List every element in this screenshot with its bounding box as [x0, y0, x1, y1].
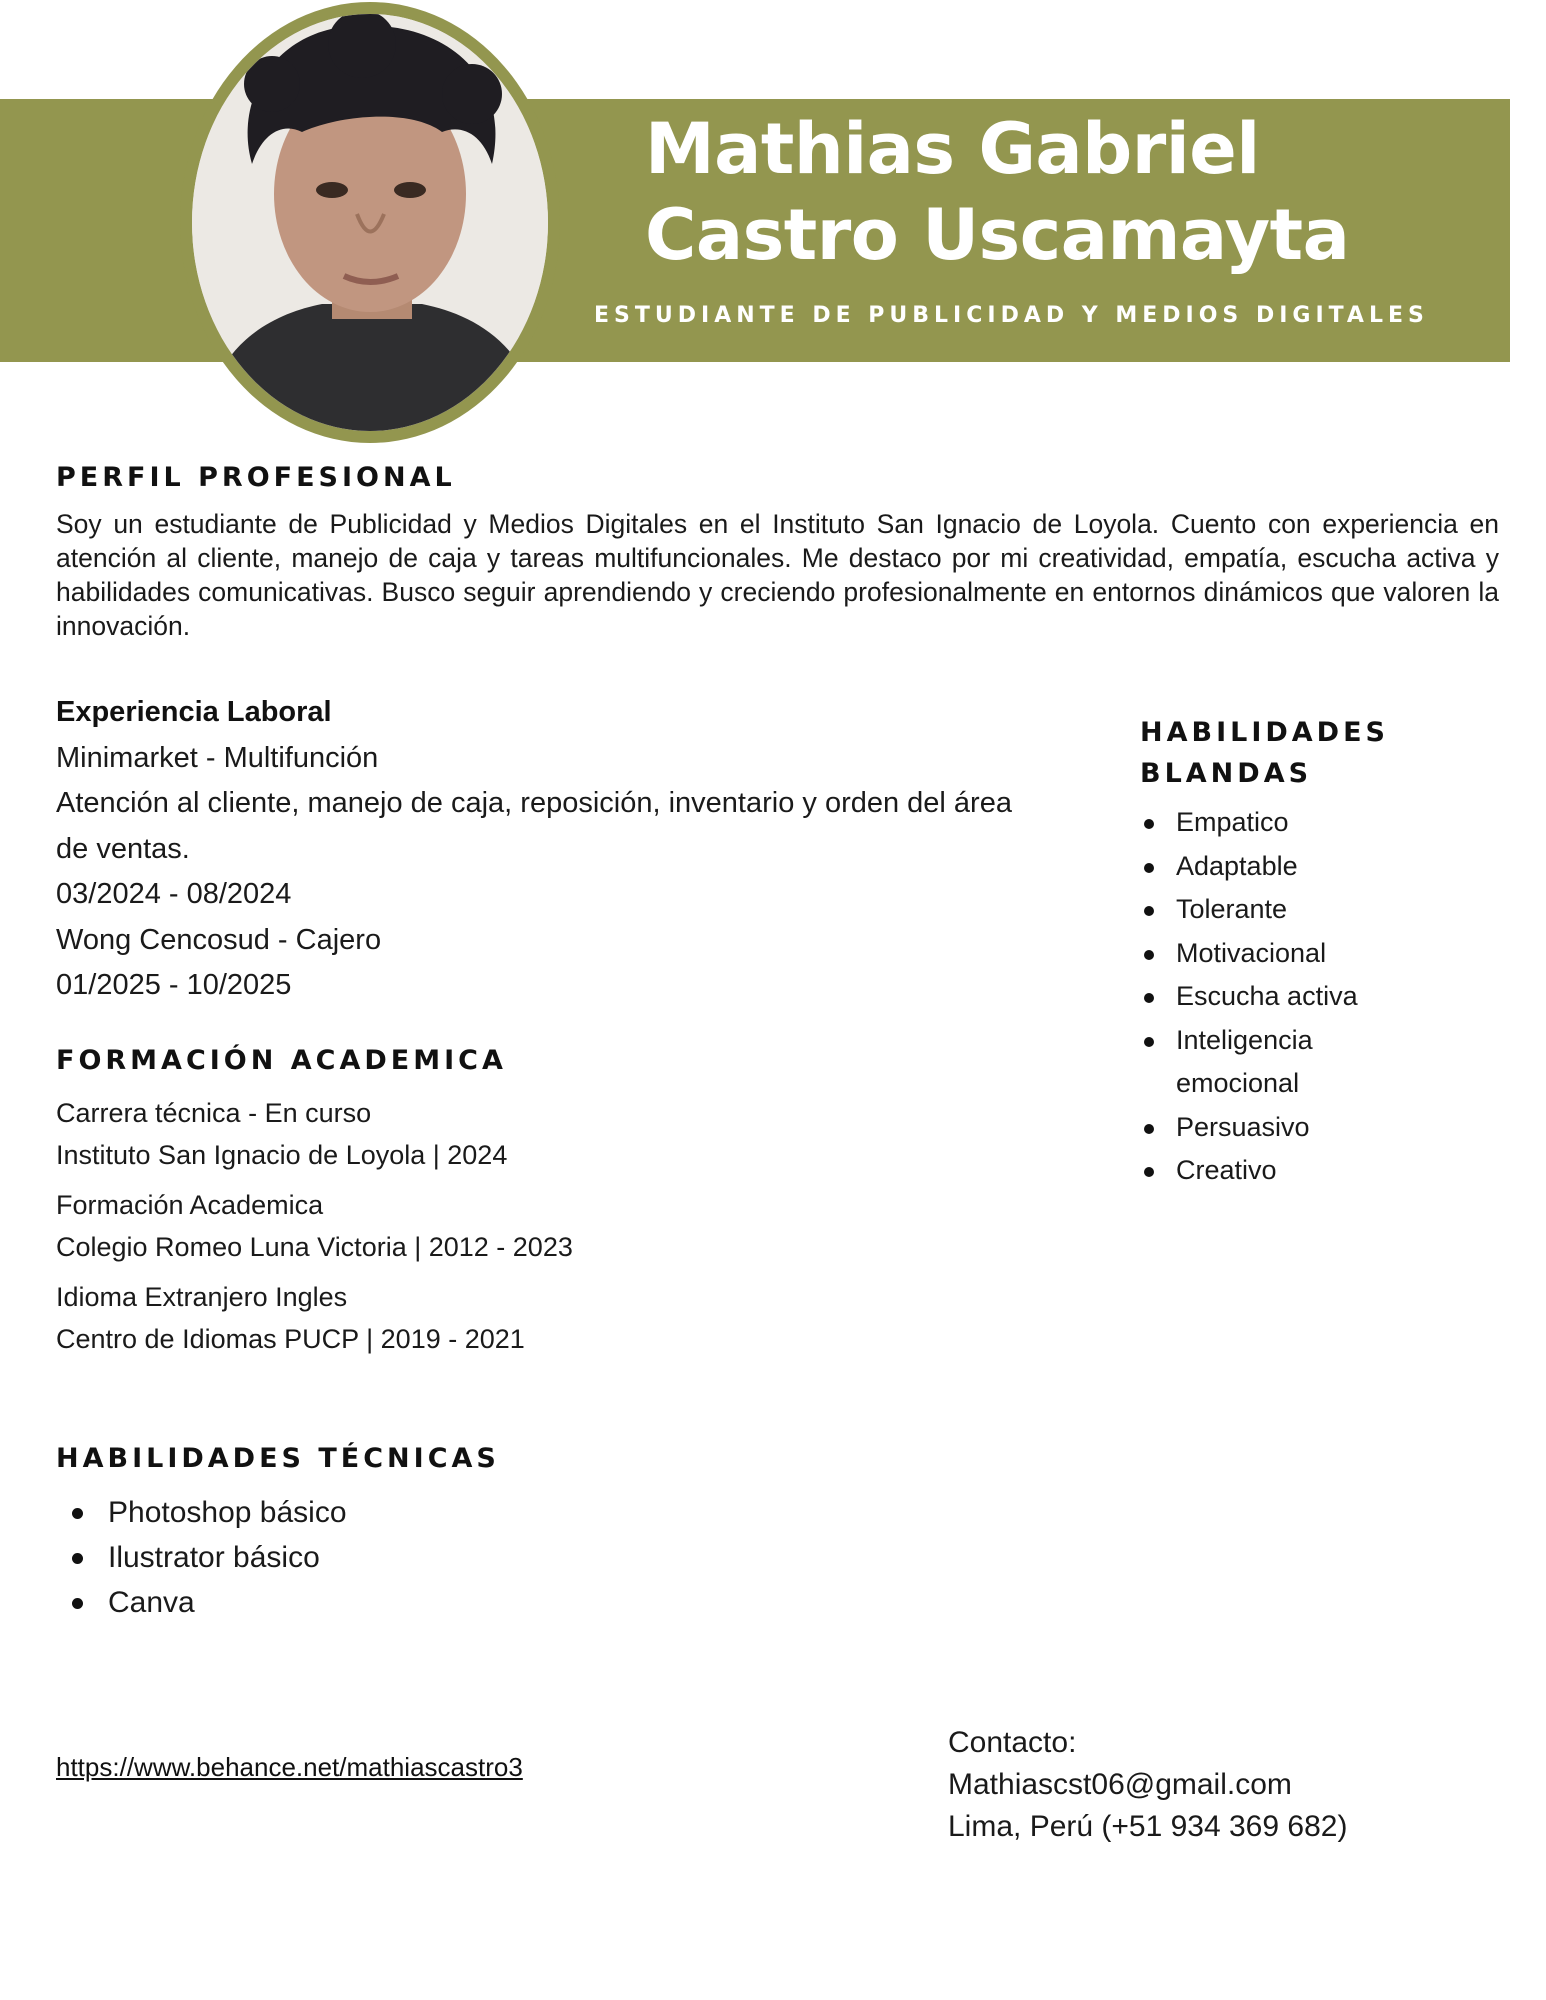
experience-section	[56, 690, 1016, 1009]
soft-skills-heading-line-1: HABILIDADES	[1140, 717, 1389, 748]
job-dates: 03/2024 - 08/2024	[56, 878, 292, 910]
education-section	[56, 1092, 956, 1368]
tech-skill-item: Photoshop básico	[56, 1490, 656, 1535]
profile-text: Soy un estudiante de Publicidad y Medios Digitales en el Instituto San Ignacio de Loyola. Cuento con experiencia en atención al cliente, manejo de caja y tareas multifuncionales. Me destaco por mi creatividad, empatía, escucha activa y habilidades comunicativas. Busco seguir aprendiendo y creciendo profesionalmente en entornos dinámicos que valoren la innovación.	[56, 509, 1499, 641]
soft-skills-heading	[1140, 712, 1389, 794]
education-place: Centro de Idiomas PUCP | 2019 - 2021	[56, 1324, 525, 1354]
portfolio-link[interactable]: https://www.behance.net/mathiascastro3	[56, 1752, 523, 1782]
job-description: Atención al cliente, manejo de caja, reposición, inventario y orden del área de ventas.	[56, 787, 1012, 865]
job-dates: 01/2025 - 10/2025	[56, 969, 292, 1001]
soft-skill-item: Empatico	[1140, 801, 1500, 845]
profile-photo-illustration	[192, 14, 548, 431]
soft-skill-item: Escucha activa	[1140, 975, 1500, 1019]
tech-skills-heading: HABILIDADES TÉCNICAS	[56, 1443, 500, 1474]
soft-skills-list	[1140, 801, 1500, 1193]
education-entry	[56, 1276, 956, 1360]
education-entry	[56, 1184, 956, 1268]
job-title: Minimarket - Multifunción	[56, 741, 379, 774]
profile-photo-frame	[180, 2, 560, 443]
name-line-1: Mathias Gabriel	[645, 108, 1260, 190]
soft-skill-item: Motivacional	[1140, 932, 1500, 976]
profile-heading: PERFIL PROFESIONAL	[56, 462, 456, 493]
education-title: Formación Academica	[56, 1190, 324, 1220]
experience-heading: Experiencia Laboral	[56, 696, 332, 728]
candidate-name	[645, 106, 1465, 278]
tech-skills-list	[56, 1490, 656, 1625]
soft-skill-item: Creativo	[1140, 1149, 1500, 1193]
job-subtitle: ESTUDIANTE DE PUBLICIDAD Y MEDIOS DIGITALES	[594, 303, 1429, 328]
soft-skill-item: Inteligencia emocional	[1140, 1019, 1326, 1106]
education-title: Carrera técnica - En curso	[56, 1098, 372, 1128]
tech-skill-item: Canva	[56, 1580, 656, 1625]
contact-block	[948, 1722, 1508, 1848]
education-entry	[56, 1092, 956, 1176]
soft-skill-item: Adaptable	[1140, 845, 1500, 889]
contact-label: Contacto:	[948, 1726, 1077, 1759]
profile-photo	[192, 14, 548, 431]
contact-location-phone: Lima, Perú (+51 934 369 682)	[948, 1810, 1348, 1843]
education-title: Idioma Extranjero Ingles	[56, 1282, 348, 1312]
job-title: Wong Cencosud - Cajero	[56, 923, 382, 956]
name-line-2: Castro Uscamayta	[645, 194, 1350, 276]
soft-skill-item: Persuasivo	[1140, 1106, 1500, 1150]
education-place: Colegio Romeo Luna Victoria | 2012 - 2023	[56, 1232, 573, 1262]
soft-skill-item: Tolerante	[1140, 888, 1500, 932]
tech-skill-item: Ilustrator básico	[56, 1535, 656, 1580]
education-place: Instituto San Ignacio de Loyola | 2024	[56, 1140, 508, 1170]
education-heading: FORMACIÓN ACADEMICA	[56, 1045, 507, 1076]
soft-skills-heading-line-2: BLANDAS	[1140, 758, 1313, 789]
contact-email: Mathiascst06@gmail.com	[948, 1768, 1292, 1801]
